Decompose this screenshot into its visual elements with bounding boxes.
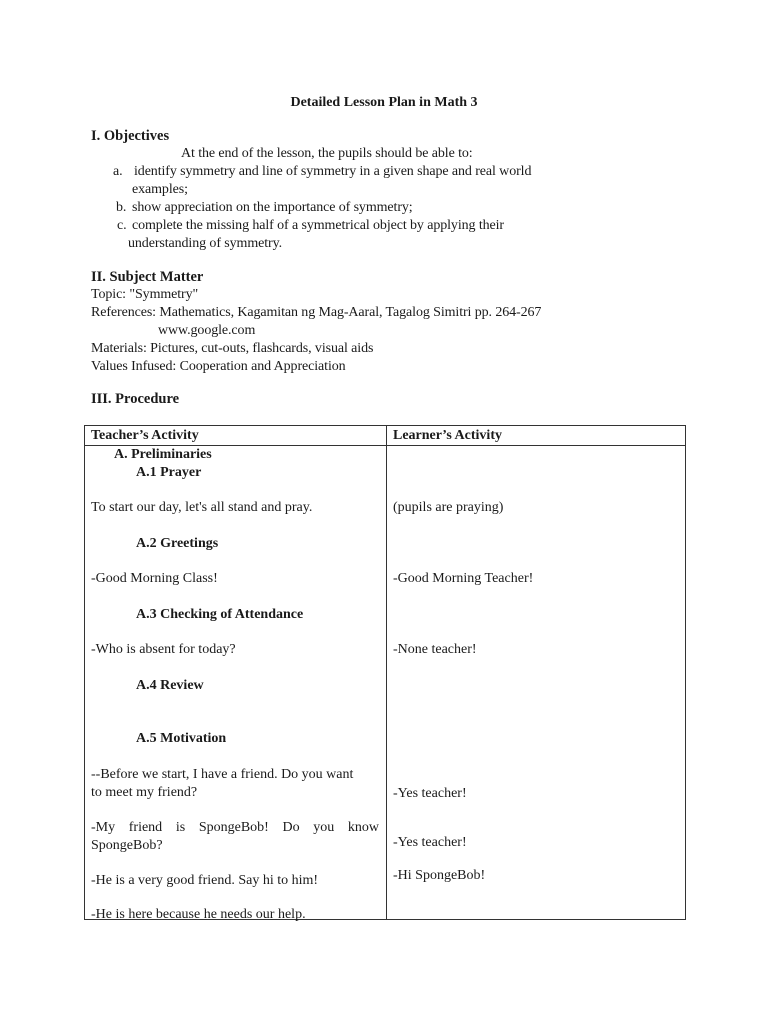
attendance-heading: A.3 Checking of Attendance	[136, 607, 304, 622]
motivation-teacher-line-4: -He is here because he needs our help.	[91, 907, 306, 922]
subject-matter-heading: II. Subject Matter	[91, 269, 204, 285]
objective-a-text-cont: examples;	[132, 182, 188, 197]
motivation-learner-line-2: -Yes teacher!	[393, 835, 467, 850]
greetings-learner-text: -Good Morning Teacher!	[393, 571, 534, 586]
document-title: Detailed Lesson Plan in Math 3	[290, 95, 478, 110]
objectives-heading: I. Objectives	[91, 128, 170, 144]
motivation-teacher-line-2a: -My friend is SpongeBob! Do you know	[91, 820, 379, 835]
procedure-table	[84, 425, 686, 920]
motivation-teacher-line-2b: SpongeBob?	[91, 838, 163, 853]
attendance-learner-text: -None teacher!	[393, 642, 477, 657]
topic-line: Topic: "Symmetry"	[91, 287, 199, 302]
motivation-teacher-line-1a: --Before we start, I have a friend. Do you want	[91, 767, 354, 782]
table-header-row	[85, 426, 686, 446]
learner-activity-cell	[387, 446, 686, 920]
greetings-teacher-text: -Good Morning Class!	[91, 571, 218, 586]
motivation-learner-line-1: -Yes teacher!	[393, 786, 467, 801]
values-line: Values Infused: Cooperation and Appreciation	[91, 359, 346, 374]
motivation-heading: A.5 Motivation	[136, 731, 227, 746]
objectives-intro: At the end of the lesson, the pupils should be able to:	[181, 146, 473, 161]
attendance-teacher-text: -Who is absent for today?	[91, 642, 236, 657]
review-heading: A.4 Review	[136, 678, 204, 693]
objective-c-text: complete the missing half of a symmetrical object by applying their	[132, 218, 504, 233]
references-line: References: Mathematics, Kagamitan ng Mag-Aaral, Tagalog Simitri pp. 264-267	[91, 305, 542, 320]
objective-a-text: identify symmetry and line of symmetry in a given shape and real world	[134, 164, 532, 179]
motivation-teacher-line-1b: to meet my friend?	[91, 785, 198, 800]
learner-column-header	[387, 426, 686, 446]
procedure-heading: III. Procedure	[91, 391, 180, 407]
motivation-learner-line-3: -Hi SpongeBob!	[393, 868, 486, 883]
prayer-learner-text: (pupils are praying)	[393, 500, 504, 515]
objective-c-text-cont: understanding of symmetry.	[128, 236, 282, 251]
table-body-row	[85, 446, 686, 920]
objective-b-marker: b.	[116, 200, 127, 215]
references-url: www.google.com	[158, 323, 256, 338]
teacher-column-header	[85, 426, 387, 446]
learner-activity-label: Learner’s Activity	[393, 428, 502, 443]
objective-c-marker: c.	[117, 218, 127, 233]
greetings-heading: A.2 Greetings	[136, 536, 219, 551]
prayer-heading: A.1 Prayer	[136, 465, 202, 480]
objective-a-marker: a.	[113, 164, 123, 179]
teacher-activity-label: Teacher’s Activity	[91, 428, 199, 443]
materials-line: Materials: Pictures, cut-outs, flashcards, visual aids	[91, 341, 374, 356]
motivation-teacher-line-3: -He is a very good friend. Say hi to him!	[91, 873, 319, 888]
objective-b-text: show appreciation on the importance of symmetry;	[132, 200, 413, 215]
prayer-teacher-text: To start our day, let's all stand and pray.	[91, 500, 313, 515]
teacher-activity-cell	[85, 446, 387, 920]
preliminaries-heading: A. Preliminaries	[114, 447, 212, 462]
